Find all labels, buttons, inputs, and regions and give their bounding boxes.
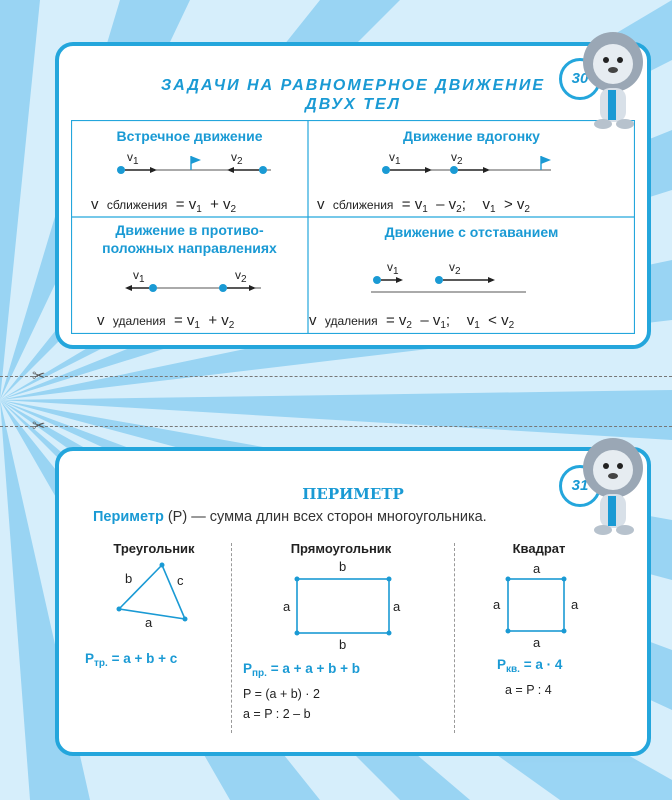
velocity-label-2: $v_2$ xyxy=(449,260,461,277)
formula-opposite: v удаления = $v_1 + v_2$ xyxy=(97,312,235,331)
triangle-shape xyxy=(109,559,199,629)
cut-line-bottom xyxy=(0,426,672,427)
lion-mascot-icon xyxy=(558,428,658,538)
cell-title-towards: Встречное движение xyxy=(116,128,263,144)
page-badge-30: 30 xyxy=(559,58,601,100)
side-label-a: a xyxy=(393,599,401,614)
scissors-icon: ✂ xyxy=(32,368,46,385)
side-label-a: a xyxy=(533,561,541,576)
cell-title-lagging: Движение с отставанием xyxy=(384,224,559,240)
page-badge-31: 31 xyxy=(559,465,601,507)
side-label-a: a xyxy=(493,597,501,612)
shape-heading-triangle: Треугольник xyxy=(113,541,195,556)
formula-lagging: v удаления = $v_2 - v_1$; $v_1 < v_2$ xyxy=(309,312,515,331)
formula-catchup: v сближения = $v_1 - v_2$; $v_1 > v_2$ xyxy=(317,196,530,215)
side-label-b: b xyxy=(339,637,347,652)
velocity-label-2: $v_2$ xyxy=(451,150,463,167)
card-title-line2: ДВУХ ТЕЛ xyxy=(305,96,401,113)
velocity-label-1: $v_1$ xyxy=(133,268,145,285)
formula-rectangle-2: P = (a + b) · 2 xyxy=(243,687,320,701)
formula-rectangle-3: a = P : 2 – b xyxy=(243,707,311,721)
side-label-a: a xyxy=(283,599,291,614)
velocity-label-1: $v_1$ xyxy=(387,260,399,277)
perimeter-definition: Периметр (P) — сумма длин всех сторон многоугольника. xyxy=(93,509,487,525)
separator xyxy=(231,543,232,733)
card-title-line1: ЗАДАЧИ НА РАВНОМЕРНОЕ ДВИЖЕНИЕ xyxy=(161,77,545,94)
side-label-b: b xyxy=(125,571,133,586)
shape-heading-rectangle: Прямоугольник xyxy=(290,541,392,556)
velocity-label-1: $v_1$ xyxy=(127,150,139,167)
cell-title-opposite-2: положных направлениях xyxy=(102,240,277,256)
side-label-a: a xyxy=(533,635,541,650)
shape-heading-square: Квадрат xyxy=(512,541,566,556)
formula-triangle: $P_{тр.} = a + b + c$ xyxy=(85,651,178,669)
formula-towards: v сближения = $v_1 + v_2$ xyxy=(91,196,237,215)
rectangle-shape xyxy=(293,575,393,637)
cell-title-catchup: Движение вдогонку xyxy=(403,128,540,144)
square-shape xyxy=(504,575,570,635)
side-label-b: b xyxy=(339,559,347,574)
scissors-icon: ✂ xyxy=(32,418,46,435)
lion-mascot-icon xyxy=(558,22,658,132)
side-label-a: a xyxy=(571,597,579,612)
formula-rectangle: $P_{пр.} = a + a + b + b$ xyxy=(243,661,361,679)
cell-title-opposite-1: Движение в противо- xyxy=(115,222,264,238)
side-label-c: c xyxy=(177,573,184,588)
side-label-a: a xyxy=(145,615,153,630)
cut-line-top xyxy=(0,376,672,377)
velocity-label-1: $v_1$ xyxy=(389,150,401,167)
separator xyxy=(454,543,455,733)
formula-square: $P_{кв.} = a \cdot 4$ xyxy=(497,657,563,675)
formula-square-2: a = P : 4 xyxy=(505,683,552,697)
card-title: ПЕРИМЕТР xyxy=(302,485,404,503)
velocity-label-2: $v_2$ xyxy=(235,268,247,285)
velocity-label-2: $v_2$ xyxy=(231,150,243,167)
